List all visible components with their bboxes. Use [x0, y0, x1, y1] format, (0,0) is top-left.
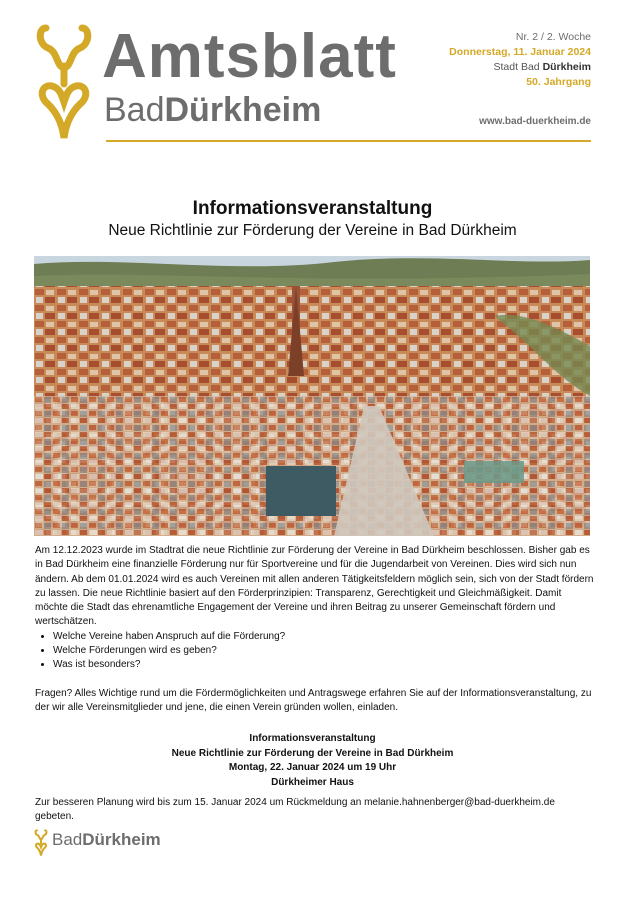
footer-city-bold: Dürkheim: [82, 830, 161, 849]
list-item: • Welche Vereine haben Anspruch auf die Förderung?: [53, 630, 595, 644]
issue-date: Donnerstag, 11. Januar 2024: [449, 46, 591, 58]
article-subheadline: Neue Richtlinie zur Förderung der Vereine in Bad Dürkheim: [108, 222, 517, 239]
city-logo-icon: [36, 22, 92, 144]
article-body: [35, 544, 595, 715]
footer-logo-icon: [34, 829, 48, 857]
article-paragraph-2: Fragen? Alles Wichtige rund um die Fördermöglichkeiten und Antragswege erfahren Sie auf der Informationsveranstaltung, zu der wir alle Vereinsmitglieder und jene, die einen Verein gründen wollen, einladen.: [35, 687, 592, 713]
town-aerial-photo: [34, 256, 590, 536]
event-details: [0, 732, 625, 790]
header-divider: [106, 140, 591, 142]
masthead-city-light: Bad: [104, 91, 165, 129]
issue-publisher: [449, 60, 591, 75]
masthead-city: [104, 90, 321, 130]
rsvp-note: Zur besseren Planung wird bis zum 15. Januar 2024 um Rückmeldung an melanie.hahnenberger@bad-duerkheim.de gebeten.: [35, 797, 555, 823]
masthead-title: Amtsblatt: [102, 22, 397, 91]
publisher-prefix: Stadt Bad: [493, 61, 543, 73]
event-title: Informationsveranstaltung: [249, 733, 376, 744]
masthead-city-bold: Dürkheim: [164, 91, 322, 129]
website-link[interactable]: www.bad-duerkheim.de: [479, 116, 591, 127]
article-headline: Informationsveranstaltung: [192, 198, 433, 219]
town-aerial-illustration: [34, 256, 590, 536]
issue-volume: 50. Jahrgang: [526, 76, 591, 88]
issue-number: Nr. 2 / 2. Woche: [515, 31, 591, 43]
question-list: [35, 630, 595, 673]
paragraph-spacer: [35, 673, 595, 687]
masthead: [0, 0, 625, 150]
event-topic: Neue Richtlinie zur Förderung der Vereine in Bad Dürkheim: [171, 747, 454, 759]
publisher-bold: Dürkheim: [542, 61, 591, 73]
footer-city-name: [52, 830, 161, 850]
article-paragraph-1: Am 12.12.2023 wurde im Stadtrat die neue Richtlinie zur Förderung der Vereine in Bad Dürkheim beschlossen. Bisher gab es in Bad Dürkheim eine finanzielle Förderung nur für Sportvereine und für die Jugendarbeit von Vereinen. Dies wird sich nun ändern. Ab dem 01.01.2024 wird es auch Vereinen mit allen anderen Tätigkeitsfeldern möglich sein, sich von der Stadt fördern zu lassen. Die neue Richtlinie basiert auf den Förderprinzipien: Transparenz, Gerechtigkeit und Gleichmäßigkeit. Damit möchte die Stadt das ehrenamtliche Engagement der Vereine und ihren Beitrag zu unserer Gemeinschaft fördern und wertschätzen.: [35, 545, 594, 628]
list-item: • Was ist besonders?: [53, 658, 595, 672]
event-datetime: Montag, 22. Januar 2024 um 19 Uhr: [228, 762, 397, 773]
list-item: • Welche Förderungen wird es geben?: [53, 644, 595, 658]
issue-info: [449, 30, 591, 90]
event-location: Dürkheimer Haus: [271, 776, 354, 788]
footer-city-light: Bad: [52, 830, 83, 849]
